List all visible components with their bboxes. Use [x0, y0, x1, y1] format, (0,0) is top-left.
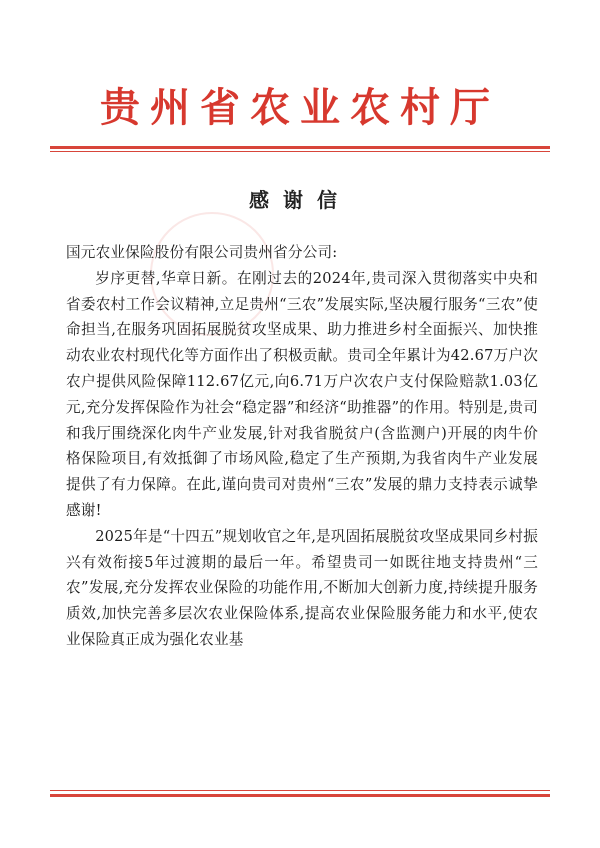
paragraph-1: 岁序更替,华章日新。在刚过去的2024年,贵司深入贯彻落实中央和省委农村工作会议精神,立足贵州“三农”发展实际,坚决履行服务“三农”使命担当,在服务巩固拓展脱贫攻坚成果、助力推进乡村全面振兴、加快推动农业农村现代化等方面作出了积极贡献。贵司全年累计为42.67万户次农户提供风险保障112.67亿元,向6.71万户次农户支付保险赔款1.03亿元,充分发挥保险作为社会“稳定器”和经济“助推器”的作用。特别是,贵司和我厅围绕深化肉牛产业发展,针对我省脱贫户(含监测户)开展的肉牛价格保险项目,有效抵御了市场风险,稳定了生产预期,为我省肉牛产业发展提供了有力保障。在此,谨向贵司对贵州“三农”发展的鼎力支持表示诚挚感谢! [66, 269, 538, 519]
footer-divider-thick [50, 794, 550, 797]
footer-divider-thin [50, 790, 550, 791]
letterhead-title: 贵州省农业农村厅 [100, 85, 500, 131]
document-title: 感谢信 [249, 188, 351, 212]
letterhead-divider-thick [50, 146, 550, 149]
paragraph-2: 2025年是“十四五”规划收官之年,是巩固拓展脱贫攻坚成果同乡村振兴有效衔接5年过渡期的最后一年。希望贵司一如既往地支持贵州“三农”发展,充分发挥农业保险的功能作用,不断加大创新力度,持续提升服务质效,加快完善多层次农业保险体系,提高农业保险服务能力和水平,使农业保险真正成为强化农业基 [66, 527, 538, 648]
letterhead-divider-thin [50, 151, 550, 152]
letter-body [66, 240, 538, 653]
salutation: 国元农业保险股份有限公司贵州省分公司: [66, 244, 338, 261]
